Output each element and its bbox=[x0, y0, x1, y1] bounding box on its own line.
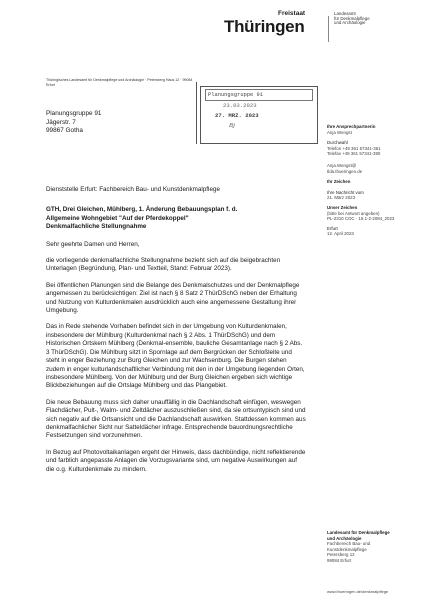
footer-line: Landesamt für Denkmalpflege bbox=[327, 530, 390, 535]
subject bbox=[46, 206, 306, 231]
letter-value: 21. März 2023 bbox=[327, 195, 356, 201]
contact-phone-label: Durchwahl bbox=[327, 140, 348, 146]
recipient-line: Planungsgruppe 91 bbox=[46, 110, 102, 117]
logo-agency-line: Landesamt bbox=[334, 11, 356, 16]
footer-line: und Archäologie bbox=[327, 535, 362, 541]
letter-date: 12. April 2023 bbox=[327, 231, 354, 237]
logo-state-name: Thüringen bbox=[224, 17, 305, 36]
paragraph: die vorliegende denkmalfachliche Stellungnahme bezieht sich auf die beigebrachten Unterlagen (Begründung, Plan- und Textteil, Stand: Februar 2023). bbox=[46, 257, 281, 273]
sender-line: Thüringisches Landesamt für Denkmalpflege und Archäologie · Petersberg Haus 12 · 99084 Erfurt bbox=[46, 78, 193, 87]
subject-line: Allgemeine Wohngebiet "Auf der Pferdekoppel" bbox=[46, 214, 189, 222]
letter-body bbox=[46, 186, 306, 474]
contact-name: Anja Wengst bbox=[327, 129, 352, 135]
footer-line: Kunstdenkmalpflege bbox=[327, 546, 367, 552]
paragraph: In Bezug auf Photovoltaikanlagen ergeht der Hinweis, dass dachbündige, nicht reflektierende und farblich angepasste Anlagen die Vorzugsvariante sind, um negative Auswirkungen auf die o.g. Kulturdenkmale zu mindern. bbox=[46, 448, 306, 473]
contact-email[interactable]: tlda.thueringen.de bbox=[327, 168, 363, 174]
logo-agency bbox=[334, 12, 370, 26]
ref-label: Ihr Zeichen bbox=[327, 179, 351, 185]
recipient-line: 99867 Gotha bbox=[46, 127, 83, 135]
recipient-line: Jägerstr. 7 bbox=[46, 118, 76, 126]
footer-web-link[interactable]: www.thueringen.de/denkmalpflege bbox=[327, 589, 389, 594]
paragraph: Das in Rede stehende Vorhaben befindet sich in der Umgebung von Kulturdenkmalen, insbesondere der Mühlburg (Kulturdenkmal nach § 2 Abs. 1 ThürDSchG) und dem Historischen Ortskern Mühlberg (Denkmal-ensemble, bauliche Gesamtanlage nach § 2 Abs. 3 ThürDSchG). Die Mühlburg sitzt in Spornlage auf dem Bergrücken der Schloßleite und steht in enger Beziehung zur Burg Gleichen und zur Wachsenburg. Die Burgen stehen zudem in enger kulturlandschaftlicher Verbindung mit den in der Umgebung liegenden Orten, insbesondere Mühlberg. Von der Mühlburg und der Burg Gleichen ergeben sich wichtige Blickbeziehungen auf die Ortslage Mühlberg und das Plangebiet. bbox=[46, 323, 305, 390]
subject-line: GTH, Drei Gleichen, Mühlberg, 1. Änderung Bebauungsplan f. d. bbox=[46, 206, 238, 214]
footer-line: Petersberg 12 bbox=[327, 552, 355, 558]
logo-divider bbox=[328, 16, 329, 42]
letter-label: Ihre Nachricht vom bbox=[327, 189, 364, 195]
our-ref-label: Unser Zeichen bbox=[327, 204, 358, 210]
footer-line: Fachbereich Bau- und bbox=[327, 541, 371, 547]
stamp-row: 23.03.2023 bbox=[223, 102, 257, 109]
logo-state-small: Freistaat bbox=[278, 10, 306, 17]
salutation: Sehr geehrte Damen und Herren, bbox=[46, 240, 140, 248]
stamp-date: 27. MRZ. 2023 bbox=[215, 112, 259, 119]
footer-line: 99084 Erfurt bbox=[327, 557, 352, 563]
logo bbox=[214, 10, 414, 46]
logo-agency-line: für Denkmalpflege bbox=[334, 15, 370, 21]
subject-line: Denkmalfachliche Stellungnahme bbox=[46, 223, 147, 231]
stamp-title: Planungsgruppe 91 bbox=[205, 89, 313, 101]
logo-agency-line: und Archäologie bbox=[334, 20, 366, 26]
paragraph: Die neue Bebauung muss sich daher unauffällig in die Dachlandschaft einfügen, weswegen Flachdächer, Pult-, Walm- und Zeltdächer auszuschließen sind, da sie ortsuntypisch sind und sich negativ auf die Ortsansicht und die Dachlandschaft auswirken. Stattdessen kommen aus denkmalfachlicher Sicht nur Satteldächer infrage. Entsprechende bauordnungsrechtliche Festsetzungen sind vorzunehmen. bbox=[46, 398, 306, 440]
contact-fax: Telefax +49 361 57341-390 bbox=[327, 151, 381, 157]
contact-phone: Telefon +49 361 57341-361 bbox=[327, 145, 381, 151]
paragraph: Bei öffentlichen Planungen sind die Belange des Denkmalschutzes und der Denkmalpflege angemessen zu berücksichtigen: Ziel ist nach § 8 Satz 2 ThürDSchG neben der Erhaltung und Nutzung von Kulturdenkmalen ausdrücklich auch eine angemessene Gestaltung ihrer Umgebung. bbox=[46, 281, 300, 315]
contact-block bbox=[327, 124, 419, 237]
our-ref-note: (bitte bei Antwort angeben) bbox=[327, 210, 380, 216]
stamp-handwritten: Bj bbox=[229, 123, 235, 129]
contact-email-label[interactable]: Anja.Wengst@ bbox=[327, 162, 357, 168]
contact-heading: Ihre Ansprechpartnerin bbox=[327, 124, 376, 129]
place-label: Erfurt bbox=[327, 225, 338, 231]
our-ref-value: PL-2310 COC · 15.1-2-2084_2023 bbox=[327, 216, 395, 222]
recipient-address bbox=[46, 110, 101, 136]
stamp-frame-left bbox=[196, 82, 197, 144]
footer-address bbox=[327, 530, 419, 564]
receipt-stamp bbox=[200, 86, 318, 144]
department-line: Dienststelle Erfurt: Fachbereich Bau- und Kunstdenkmalpflege bbox=[46, 186, 220, 193]
